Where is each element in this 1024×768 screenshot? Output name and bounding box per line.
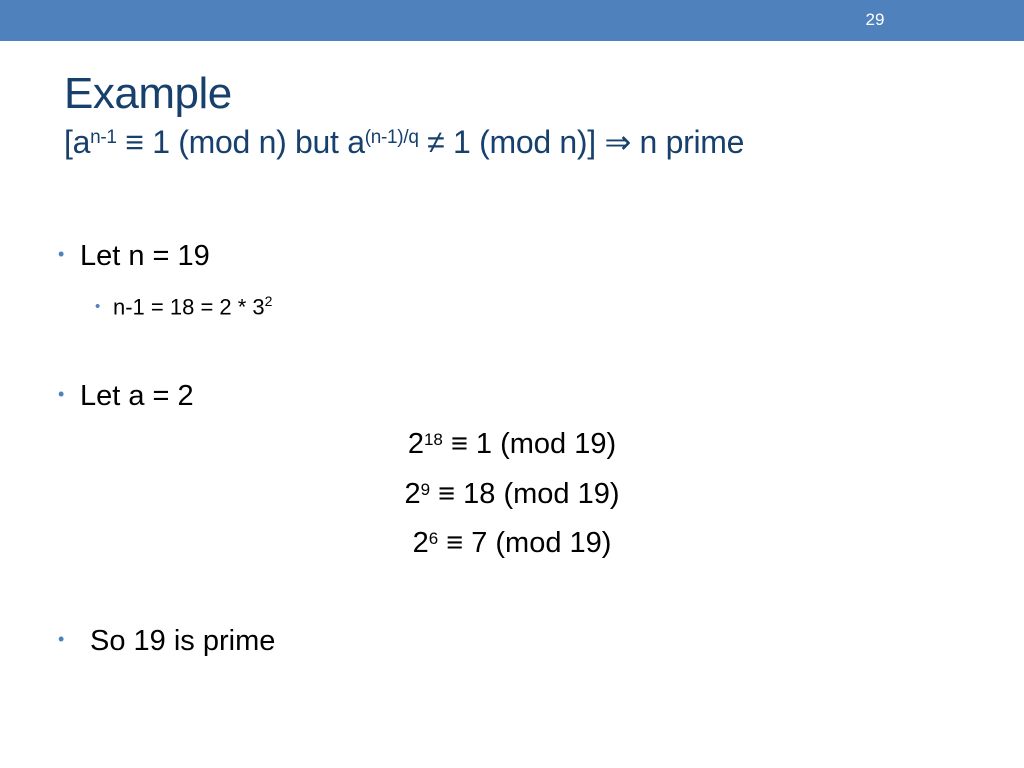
title-heading: Example: [64, 69, 232, 118]
bullet-dot: •: [58, 629, 65, 650]
equation-exponent: 18: [423, 430, 443, 449]
equation-rest: ≡ 18 (mod 19): [430, 478, 620, 510]
sub-bullet-text: n-1 = 18 = 2 * 3: [113, 294, 265, 320]
equation-base: 2: [412, 527, 429, 559]
title-exponent-2: (n-1)/q: [364, 127, 419, 148]
equation-rest: ≡ 7 (mod 19): [438, 527, 612, 559]
bullet-let-n: [58, 239, 210, 274]
equation-3: [0, 526, 1024, 560]
title-part-a: [a: [64, 124, 91, 160]
equation-base: 2: [407, 428, 424, 460]
sub-bullet-exponent: 2: [264, 293, 273, 309]
bullet-conclusion: [58, 624, 275, 659]
bullet-text: Let a = 2: [80, 380, 194, 412]
equation-1: [0, 427, 1024, 461]
title-part-c: ≠ 1 (mod n)] ⇒ n prime: [418, 124, 745, 160]
bullet-text: So 19 is prime: [90, 625, 276, 657]
title-exponent-1: n-1: [90, 127, 117, 148]
sub-bullet-factorization: [95, 287, 272, 323]
equation-rest: ≡ 1 (mod 19): [442, 428, 617, 460]
bullet-dot: •: [58, 384, 65, 405]
sub-bullet-dot: •: [95, 297, 101, 315]
equation-exponent: 6: [428, 529, 439, 548]
equation-exponent: 9: [420, 480, 431, 499]
bullet-let-a: [58, 379, 194, 414]
equation-2: [0, 477, 1024, 511]
bullet-text: Let n = 19: [80, 240, 210, 272]
equation-base: 2: [404, 478, 421, 510]
title-part-b: ≡ 1 (mod n) but a: [116, 124, 365, 160]
bullet-dot: •: [58, 244, 65, 265]
slide-number: 29: [865, 10, 885, 29]
